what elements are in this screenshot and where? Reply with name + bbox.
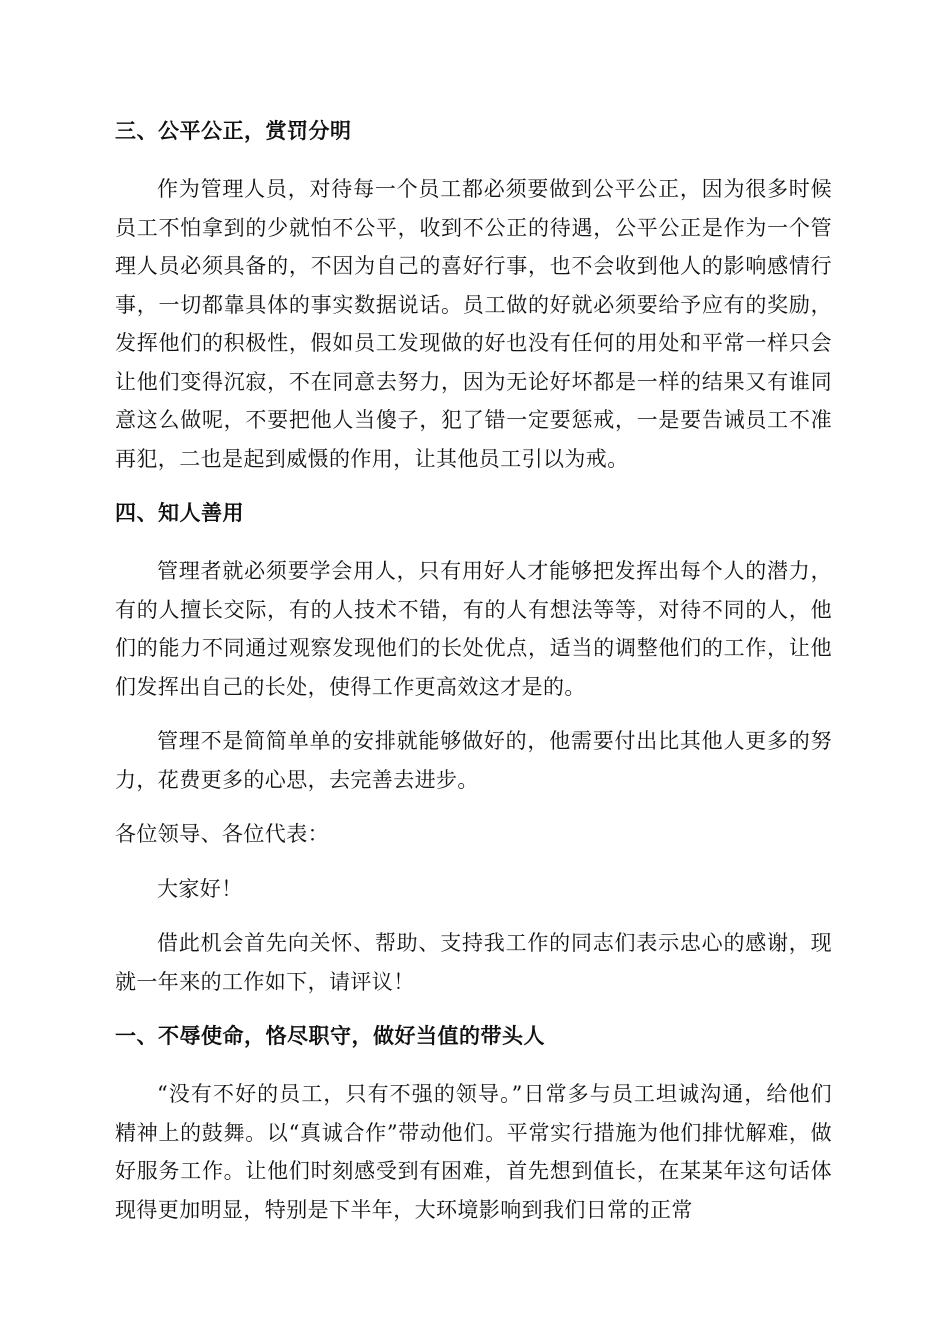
section-heading-talent: 四、知人善用 (115, 501, 244, 525)
paragraph-talent: 管理者就必须要学会用人，只有用好人才能够把发挥出每个人的潜力，有的人擅长交际，有的人技术不错，有的人有想法等等，对待不同的人，他们的能力不同通过观察发现他们的长处优点，适当的调整他们的工作，让他们发挥出自己的长处，使得工作更高效这才是的。 (115, 559, 832, 699)
paragraph-leadership: “没有不好的员工，只有不强的领导。”日常多与员工坦诚沟通，给他们精神上的鼓舞。以“真诚合作”带动他们。平常实行措施为他们排忧解难，做好服务工作。让他们时刻感受到有困难，首先想到值长，在某某年这句话体现得更加明显，特别是下半年，大环境影响到我们日常的正常 (115, 1082, 832, 1222)
paragraph-management: 管理不是简简单单的安排就能够做好的，他需要付出比其他人更多的努力，花费更多的心思，去完善去进步。 (115, 729, 832, 792)
paragraph-fairness: 作为管理人员，对待每一个员工都必须要做到公平公正，因为很多时候员工不怕拿到的少就怕不公平，收到不公正的待遇，公平公正是作为一个管理人员必须具备的，不因为自己的喜好行事，也不会收到他人的影响感情行事，一切都靠具体的事实数据说话。员工做的好就必须要给予应有的奖励，发挥他们的积极性，假如员工发现做的好也没有任何的用处和平常一样只会让他们变得沉寂，不在同意去努力，因为无论好坏都是一样的结果又有谁同意这么做呢，不要把他人当傻子，犯了错一定要惩戒，一是要告诫员工不准再犯，二也是起到威慑的作用，让其他员工引以为戒。 (115, 177, 832, 471)
greeting: 大家好！ (157, 876, 243, 901)
paragraph-thanks: 借此机会首先向关怀、帮助、支持我工作的同志们表示忠心的感谢，现就一年来的工作如下，请评议！ (115, 931, 832, 994)
section-heading-leadership: 一、不辱使命，恪尽职守，做好当值的带头人 (115, 1024, 545, 1048)
section-heading-fairness: 三、公平公正，赏罚分明 (115, 119, 352, 143)
salutation: 各位领导、各位代表： (115, 822, 329, 846)
